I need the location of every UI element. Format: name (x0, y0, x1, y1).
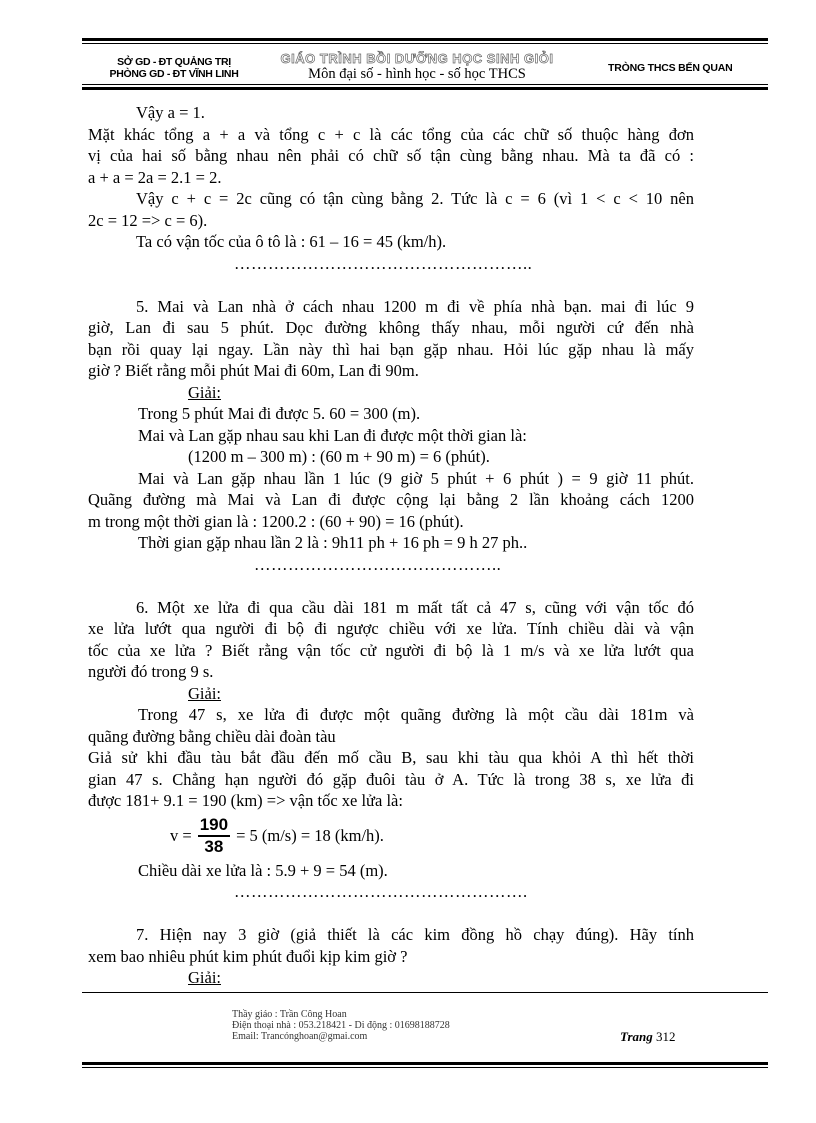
header-rule-thick (82, 38, 768, 41)
text-line: vị của hai số bằng nhau nên phải có chữ số tận cùng bằng nhau. Mà ta đã có : (88, 146, 694, 165)
text-line: Mặt khác tổng a + a và tổng c + c là các tổng của các chữ số thuộc hàng đơn (88, 124, 694, 144)
footer-contact (232, 1009, 450, 1042)
solution-5-line: Trong 5 phút Mai đi được 5. 60 = 300 (m). (138, 404, 421, 423)
text-line: Ta có vận tốc của ô tô là : 61 – 16 = 45 (km/h). (136, 232, 447, 251)
separator-dots: …………………………………….. (254, 554, 502, 574)
problem-6-line: tốc của xe lửa ? Biết rằng vận tốc cử người đi bộ là 1 m/s và xe lửa lướt qua (88, 640, 694, 660)
header-department-line2: PHÒNG GD - ĐT VĨNH LINH (109, 68, 239, 80)
problem-5-line: giờ ? Biết rằng mỗi phút Mai đi 60m, Lan đi 90m. (88, 361, 419, 380)
text-line: Vậy a = 1. (136, 103, 205, 122)
solution-5-line: (1200 m – 300 m) : (60 m + 90 m) = 6 (phút). (188, 447, 490, 466)
fraction-numerator: 190 (198, 815, 230, 837)
solution-6-line: Giả sử khi đầu tàu bắt đầu đến mố cầu B, sau khi tàu qua khỏi A thì hết thời (88, 748, 694, 767)
solution-6-line: được 181+ 9.1 = 190 (km) => vận tốc xe lửa là: (88, 791, 403, 810)
solution-6-line: Chiều dài xe lửa là : 5.9 + 9 = 54 (m). (138, 860, 388, 880)
footer-phone: Điện thoại nhà : 053.218421 - Di động : 01698188728 (232, 1020, 450, 1031)
spacer (88, 575, 694, 597)
header-bottom-rule-thin (82, 84, 768, 85)
separator-dots: ……………………………………………. (234, 882, 528, 901)
problem-6-line: 6. Một xe lửa đi qua cầu dài 181 m mất tất cả 47 s, cũng với vận tốc đó (136, 597, 694, 617)
footer-rule (82, 992, 768, 993)
footer-bottom-rule-thin (82, 1067, 768, 1068)
document-body (88, 102, 694, 989)
text-line: 2c = 12 => c = 6). (88, 210, 208, 230)
problem-7-line: xem bao nhiêu phút kim phút đuổi kịp kim giờ ? (88, 946, 408, 966)
problem-5-line: 5. Mai và Lan nhà ở cách nhau 1200 m đi về phía nhà bạn. mai đi lúc 9 (136, 296, 694, 316)
solution-5-line: Thời gian gặp nhau lần 2 là : 9h11 ph + 16 ph = 9 h 27 ph.. (138, 533, 528, 552)
text-line: a + a = 2a = 2.1 = 2. (88, 167, 222, 187)
text-line: Vậy c + c = 2c cũng có tận cùng bằng 2. Tức là c = 6 (vì 1 < c < 10 nên (136, 189, 694, 208)
formula-rhs: = 5 (m/s) = 18 (km/h). (236, 825, 384, 845)
footer-email: Email: Trancónghoan@gmai.com (232, 1031, 368, 1042)
solution-5-line: Mai và Lan gặp nhau sau khi Lan đi được một thời gian là: (138, 425, 527, 445)
formula-lhs: v = (170, 825, 192, 845)
spacer (88, 903, 694, 925)
velocity-formula (88, 812, 694, 860)
solution-heading: Giải: (188, 382, 221, 402)
solution-6-line: Trong 47 s, xe lửa đi được một quãng đường là một cầu dài 181m và (138, 705, 694, 724)
solution-5-line: Mai và Lan gặp nhau lần 1 lúc (9 giờ 5 phút + 6 phút ) = 9 giờ 11 phút. (138, 468, 694, 488)
header-center (262, 52, 572, 82)
header-school: TRÒNG THCS BẾN QUAN (608, 62, 733, 74)
header-bottom-rule-thick (82, 87, 768, 90)
solution-5-line: m trong một thời gian là : 1200.2 : (60 + 90) = 16 (phút). (88, 511, 464, 531)
header-department-line1: SỞ GD - ĐT QUẢNG TRỊ (117, 56, 231, 68)
solution-heading: Giải: (188, 968, 221, 987)
problem-6-line: xe lửa lướt qua người đi bộ đi ngược chiều với xe lửa. Tính chiều dài và vận (88, 619, 694, 638)
page-number-value: 312 (656, 1029, 676, 1044)
header-title: GIÁO TRÌNH BỒI DƯỠNG HỌC SINH GIỎI (280, 51, 554, 66)
separator-dots: …………………………………………….. (234, 253, 533, 273)
solution-6-line: quãng đường bằng chiều dài đoàn tàu (88, 726, 336, 746)
problem-7-line: 7. Hiện nay 3 giờ (giả thiết là các kim đồng hồ chạy đúng). Hãy tính (136, 925, 694, 944)
problem-6-line: người đó trong 9 s. (88, 662, 214, 681)
solution-5-line: Quãng đường mà Mai và Lan đi được cộng lại bằng 2 lần khoảng cách 1200 (88, 490, 694, 509)
solution-6-line: gian 47 s. Chẳng hạn người đó gặp đuôi tàu ở A. Tức là trong 38 s, xe lửa đi (88, 769, 694, 789)
footer-teacher: Thầy giáo : Trần Công Hoan (232, 1009, 347, 1020)
spacer (88, 274, 694, 296)
fraction-denominator: 38 (204, 836, 224, 856)
problem-5-line: bạn rồi quay lại ngay. Lần này thì hai bạn gặp nhau. Hỏi lúc gặp nhau là mấy (88, 339, 694, 359)
page-label: Trang (620, 1029, 653, 1044)
fraction (198, 815, 230, 857)
problem-5-line: giờ, Lan đi sau 5 phút. Dọc đường không thấy nhau, mỗi người cứ đến nhà (88, 318, 694, 337)
footer-bottom-rule-thick (82, 1062, 768, 1065)
header-rule-thin (82, 43, 768, 44)
header-subtitle: Môn đại số - hình học - số học THCS (308, 66, 526, 82)
solution-heading: Giải: (188, 683, 221, 703)
header-department (84, 56, 264, 80)
page-number (620, 1029, 676, 1045)
